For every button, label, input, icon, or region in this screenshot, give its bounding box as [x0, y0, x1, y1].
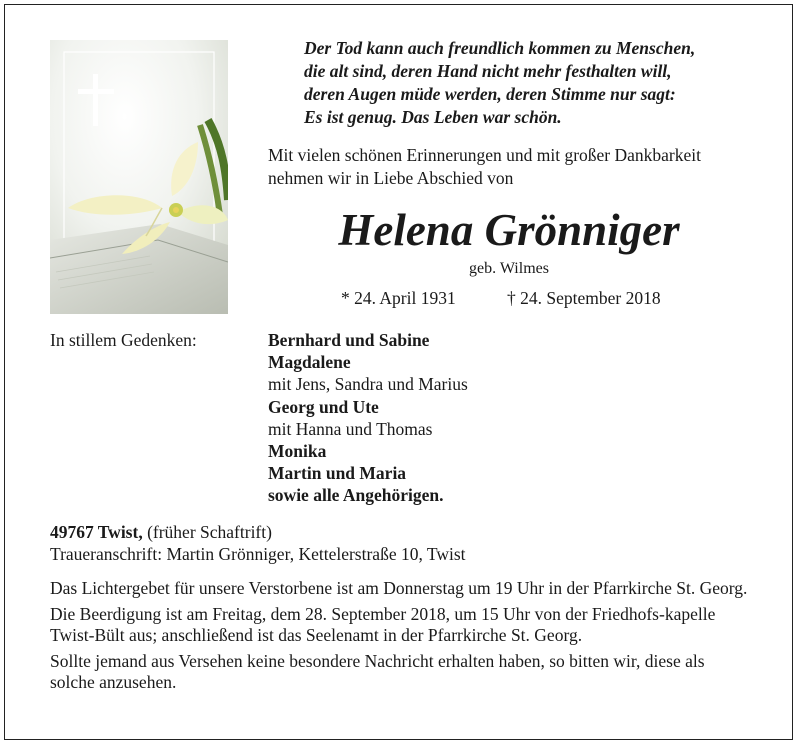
quote-line: Der Tod kann auch freundlich kommen zu Menschen,: [304, 38, 696, 58]
mourner-line: Monika: [268, 441, 327, 462]
address-block: [50, 521, 466, 565]
lily-cross-photo: [50, 40, 228, 314]
address-line: [50, 521, 466, 543]
notice-paragraph: Das Lichtergebet für unsere Verstorbene ist am Donnerstag um 19 Uhr in der Pfarrkirche St. Georg.: [50, 578, 748, 598]
mourner-line: Magdalene: [268, 352, 351, 373]
quote-line: die alt sind, deren Hand nicht mehr festhalten will,: [304, 61, 672, 81]
intro-line: Mit vielen schönen Erinnerungen und mit großer Dankbarkeit: [268, 145, 702, 165]
mourner-line: Georg und Ute: [268, 396, 379, 417]
deceased-name: Helena Grönniger: [338, 205, 680, 255]
notices: [50, 578, 750, 698]
intro-line: nehmen wir in Liebe Abschied von: [268, 168, 514, 188]
memorial-label: In stillem Gedenken:: [50, 330, 197, 350]
notice-paragraph: Die Beerdigung ist am Freitag, dem 28. September 2018, um 15 Uhr von der Friedhofs-kapelle Twist-Bült aus; anschließend ist das Seelenamt in der Pfarrkirche St. Georg.: [50, 603, 716, 645]
quote-line: Es ist genug. Das Leben war schön.: [304, 107, 562, 127]
mourner-line: Martin und Maria: [268, 463, 407, 484]
mourner-line: Bernhard und Sabine: [268, 330, 430, 350]
quote-line: deren Augen müde werden, deren Stimme nur sagt:: [304, 84, 676, 104]
mourners-list: [268, 329, 468, 507]
notice-paragraph: Sollte jemand aus Versehen keine besondere Nachricht erhalten haben, so bitten wir, diese als solche anzusehen.: [50, 650, 705, 692]
intro-text: [268, 144, 788, 190]
birth-date: * 24. April 1931: [341, 288, 456, 308]
mourner-line: mit Jens, Sandra und Marius: [268, 374, 468, 395]
birth-name: geb. Wilmes: [469, 260, 549, 277]
quote: [304, 37, 774, 129]
death-date: † 24. September 2018: [507, 288, 661, 308]
mourner-line: mit Hanna und Thomas: [268, 418, 433, 439]
address-former: (früher Schaftrift): [142, 522, 272, 542]
mourning-address: Traueranschrift: Martin Grönniger, Kettelerstraße 10, Twist: [50, 544, 466, 564]
mourner-line: sowie alle Angehörigen.: [268, 485, 444, 506]
address-place: 49767 Twist,: [50, 522, 143, 542]
